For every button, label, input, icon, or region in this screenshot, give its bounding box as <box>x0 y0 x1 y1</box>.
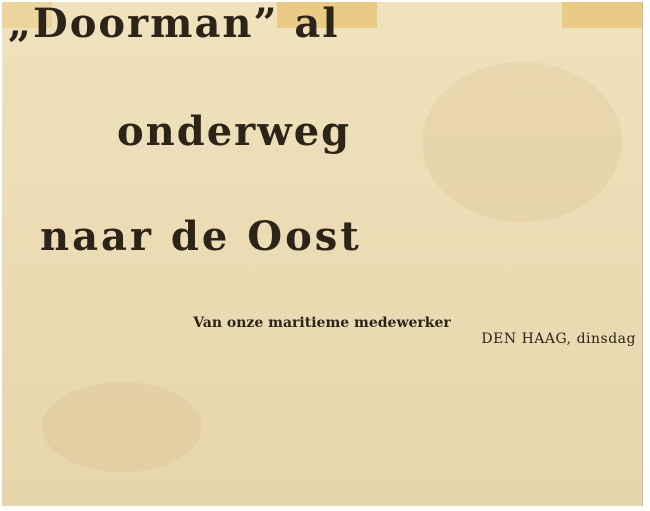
article-line <box>6 364 640 380</box>
headline-line-3: naar de Oost <box>40 213 362 260</box>
headline-line-1: „Doorman” al <box>8 2 340 47</box>
article-paragraph-1 <box>6 348 640 442</box>
dateline: DEN HAAG, dinsdag <box>481 331 636 347</box>
newspaper-clipping <box>2 2 643 506</box>
article-line <box>6 410 640 426</box>
article-line <box>6 458 640 474</box>
byline: Van onze maritieme medewerker <box>193 315 451 331</box>
article-line <box>6 474 640 490</box>
article-line <box>6 426 640 442</box>
headline-line-2: onderweg <box>117 108 352 155</box>
article-paragraph-2 <box>6 458 640 505</box>
article-line <box>6 395 640 411</box>
article-line <box>6 348 640 364</box>
article-line <box>6 489 640 505</box>
article-line <box>6 379 640 395</box>
